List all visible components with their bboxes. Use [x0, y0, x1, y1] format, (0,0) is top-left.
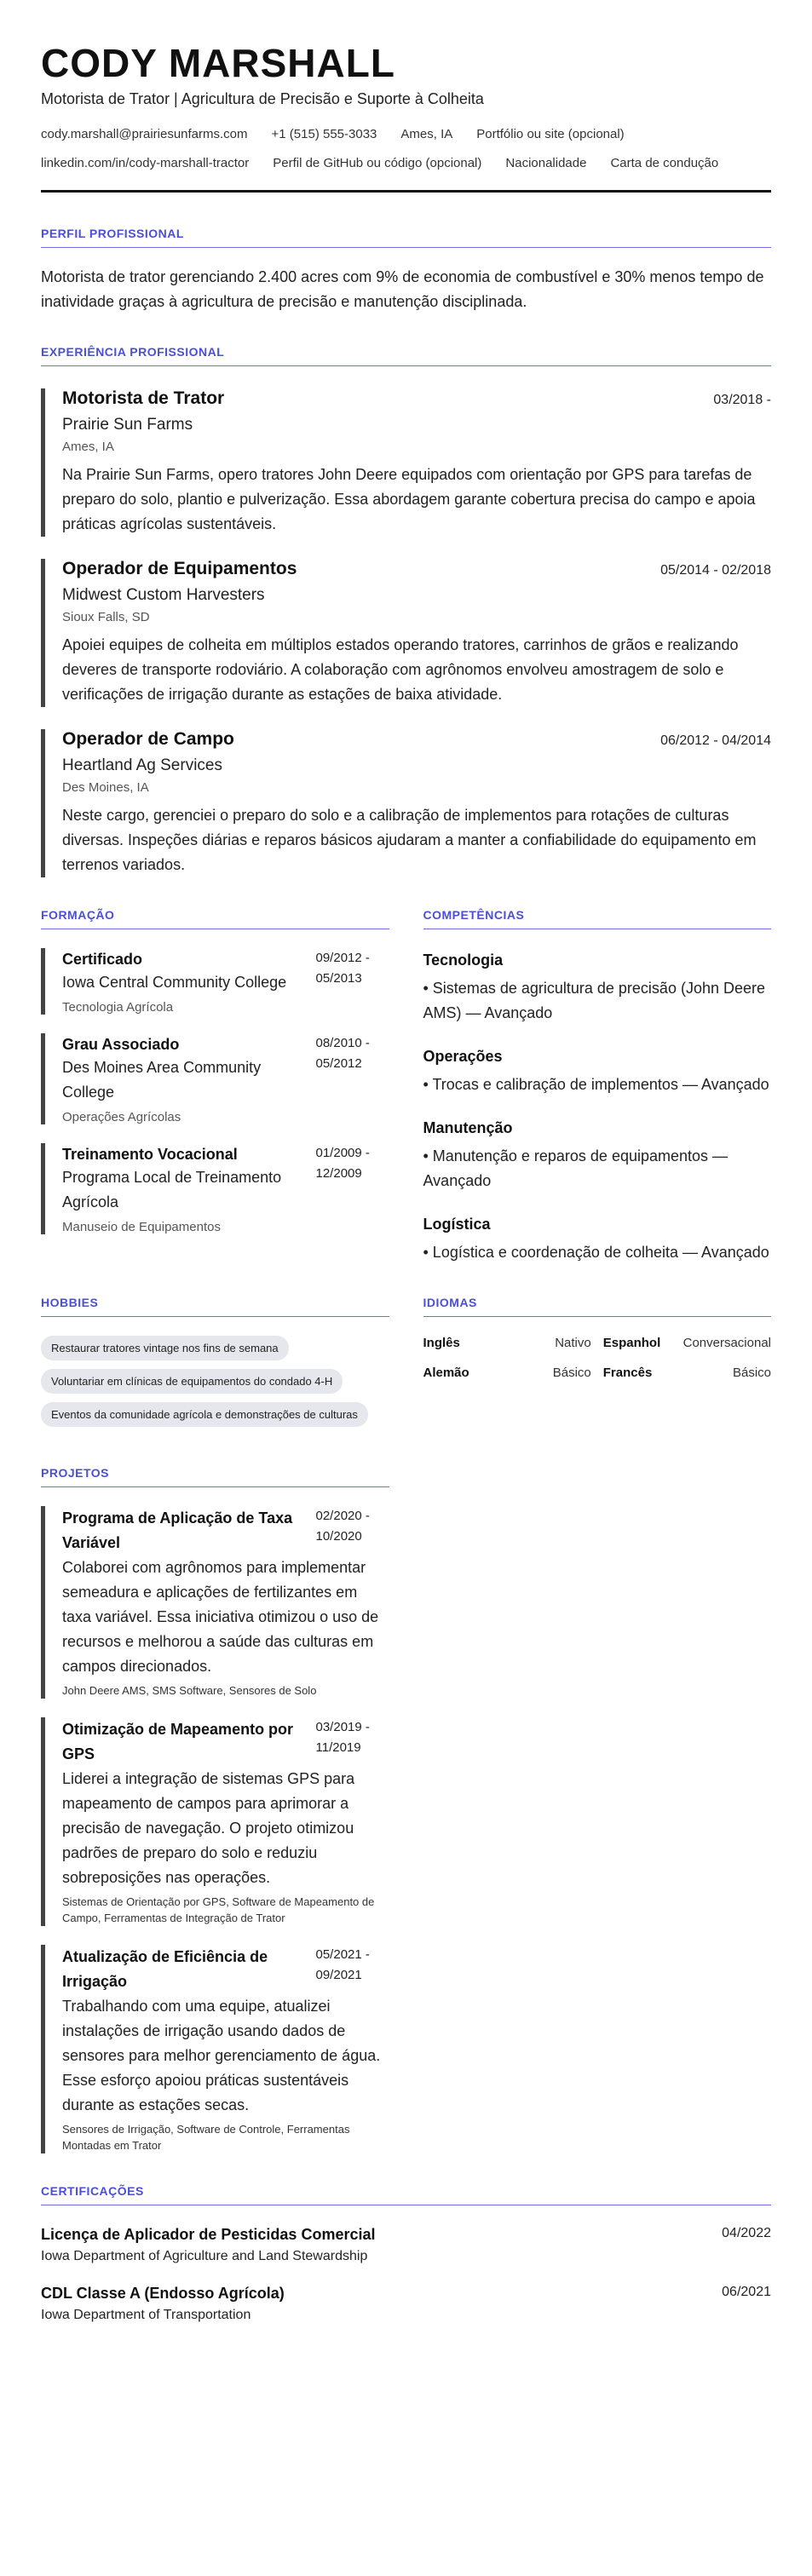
skill-category: Tecnologia: [423, 952, 504, 969]
skill-group: [423, 1216, 772, 1265]
education-date: 08/2010 - 05/2012: [315, 1036, 370, 1071]
section-title-projects: PROJETOS: [41, 1466, 389, 1487]
project-item: [41, 1506, 389, 1699]
education-degree: Grau Associado: [62, 1036, 180, 1053]
skill-group: [423, 1048, 772, 1097]
education-item: [41, 948, 389, 1015]
summary-text: Motorista de trator gerenciando 2.400 acres com 9% de economia de combustível e 30% menos tempo de inatividade graças à agricultura de precisão e manutenção disciplinada.: [41, 268, 764, 310]
certification-issuer: Iowa Department of Agriculture and Land Stewardship: [41, 2249, 368, 2263]
education-field: Tecnologia Agrícola: [62, 1000, 174, 1015]
project-name: Programa de Aplicação de Taxa Variável: [62, 1509, 293, 1551]
job-description: Apoiei equipes de colheita em múltiplos estados operando tratores, carrinhos de grãos e realizando deveres de transporte rodoviário. A colaboração com agrônomos envolveu amostragem de solo e verificações de irrigação durante as estações de baixa atividade.: [62, 636, 739, 703]
skill-category: Operações: [423, 1048, 503, 1065]
section-title-experience: EXPERIÊNCIA PROFISSIONAL: [41, 345, 771, 366]
project-name: Otimização de Mapeamento por GPS: [62, 1721, 294, 1762]
education-school: Programa Local de Treinamento Agrícola: [62, 1169, 282, 1210]
education-field: Manuseio de Equipamentos: [62, 1220, 221, 1234]
project-item: [41, 1945, 389, 2153]
section-title-certifications: CERTIFICAÇÕES: [41, 2184, 771, 2205]
education-school: Des Moines Area Community College: [62, 1059, 262, 1101]
section-title-hobbies: HOBBIES: [41, 1296, 389, 1317]
skill-group: [423, 952, 772, 1026]
certification-name: CDL Classe A (Endosso Agrícola): [41, 2285, 285, 2302]
hobby-tag: Restaurar tratores vintage nos fins de semana: [41, 1336, 289, 1360]
education-degree: Treinamento Vocacional: [62, 1146, 238, 1163]
certification-date: 04/2022: [722, 2226, 771, 2240]
contact-nationality: Nacionalidade: [505, 156, 587, 170]
project-description: Liderei a integração de sistemas GPS para mapeamento de campos para aprimorar a precisão de navegação. O projeto otimizou padrões de preparo do solo e reduziu sobreposições nas operações.: [62, 1770, 355, 1886]
skill-item: • Sistemas de agricultura de precisão (John Deere AMS) — Avançado: [423, 980, 766, 1021]
skills-column: [423, 908, 772, 1265]
contact-email[interactable]: cody.marshall@prairiesunfarms.com: [41, 127, 248, 141]
experience-item: [41, 388, 771, 537]
job-role: Motorista de Trator: [62, 388, 225, 408]
header-divider: [41, 190, 771, 193]
job-role: Operador de Equipamentos: [62, 559, 297, 578]
education-column: [41, 908, 389, 1265]
education-item: [41, 1143, 389, 1234]
section-title-summary: PERFIL PROFISSIONAL: [41, 227, 771, 248]
education-skills-row: [41, 908, 771, 1265]
project-technologies: John Deere AMS, SMS Software, Sensores de Solo: [62, 1684, 317, 1697]
project-date: 02/2020 - 10/2020: [315, 1509, 370, 1544]
job-location: Sioux Falls, SD: [62, 610, 150, 624]
project-date: 03/2019 - 11/2019: [315, 1720, 370, 1755]
candidate-name: CODY MARSHALL: [41, 41, 395, 85]
hobbies-column: [41, 1296, 389, 1435]
contact-location: Ames, IA: [400, 127, 453, 141]
certification-item: [41, 2226, 771, 2264]
project-name: Atualização de Eficiência de Irrigação: [62, 1948, 268, 1990]
certification-date: 06/2021: [722, 2285, 771, 2299]
certification-item: [41, 2285, 771, 2323]
projects-row: [41, 1466, 771, 2153]
job-date: 03/2018 -: [713, 393, 771, 407]
skill-group: [423, 1119, 772, 1193]
skill-item: • Logística e coordenação de colheita — Avançado: [423, 1244, 769, 1261]
candidate-headline: Motorista de Trator | Agricultura de Precisão e Suporte à Colheita: [41, 90, 484, 107]
resume-header: [41, 41, 771, 193]
language-item: [603, 1366, 771, 1380]
language-level: Básico: [552, 1366, 591, 1380]
education-field: Operações Agrícolas: [62, 1110, 181, 1124]
section-title-languages: IDIOMAS: [423, 1296, 772, 1317]
language-name: Francês: [602, 1366, 653, 1380]
job-description: Na Prairie Sun Farms, opero tratores John Deere equipados com orientação por GPS para tarefas de preparo do solo, plantio e pulverização. Essa abordagem garante cobertura precisa do campo e apoia práticas agrícolas sustentáveis.: [62, 466, 756, 532]
language-level: Conversacional: [682, 1336, 771, 1350]
language-level: Básico: [732, 1366, 771, 1380]
language-level: Nativo: [555, 1336, 591, 1350]
experience-item: [41, 729, 771, 877]
contact-github[interactable]: Perfil de GitHub ou código (opcional): [273, 156, 482, 170]
education-date: 09/2012 - 05/2013: [315, 951, 370, 986]
language-item: [603, 1336, 771, 1350]
contact-linkedin[interactable]: linkedin.com/in/cody-marshall-tractor: [41, 156, 250, 170]
skill-category: Manutenção: [423, 1119, 513, 1136]
education-degree: Certificado: [62, 951, 143, 968]
projects-column: [41, 1466, 389, 2153]
skill-item: • Manutenção e reparos de equipamentos — Avançado: [423, 1147, 728, 1189]
job-company: Prairie Sun Farms: [62, 416, 193, 434]
education-date: 01/2009 - 12/2009: [315, 1146, 370, 1181]
hobbies-list: [41, 1336, 389, 1435]
languages-column: [423, 1296, 772, 1435]
contact-license: Carta de condução: [610, 156, 719, 170]
job-company: Heartland Ag Services: [62, 756, 222, 774]
certification-issuer: Iowa Department of Transportation: [41, 2308, 251, 2322]
project-technologies: Sistemas de Orientação por GPS, Software de Mapeamento de Campo, Ferramentas de Integração de Trator: [62, 1895, 375, 1924]
hobbies-languages-row: [41, 1296, 771, 1435]
project-date: 05/2021 - 09/2021: [315, 1947, 370, 1982]
job-role: Operador de Campo: [62, 729, 234, 749]
section-title-skills: COMPETÊNCIAS: [423, 908, 772, 929]
education-school: Iowa Central Community College: [62, 974, 287, 991]
language-item: [423, 1336, 591, 1350]
project-item: [41, 1717, 389, 1926]
project-technologies: Sensores de Irrigação, Software de Controle, Ferramentas Montadas em Trator: [62, 2123, 350, 2152]
projects-empty-column: [423, 1466, 772, 2153]
job-description: Neste cargo, gerenciei o preparo do solo e a calibração de implementos para rotações de culturas diversas. Inspeções diárias e reparos básicos ajudaram a manter a confiabilidade do equipamento em terrenos variados.: [62, 807, 757, 873]
contact-info: [41, 127, 771, 171]
language-name: Alemão: [423, 1366, 469, 1380]
language-name: Inglês: [423, 1336, 460, 1350]
language-name: Espanhol: [602, 1336, 661, 1350]
job-date: 05/2014 - 02/2018: [660, 563, 771, 578]
hobby-tag: Voluntariar em clínicas de equipamentos do condado 4-H: [41, 1369, 343, 1394]
experience-item: [41, 559, 771, 707]
contact-portfolio[interactable]: Portfólio ou site (opcional): [476, 127, 625, 141]
section-title-education: FORMAÇÃO: [41, 908, 389, 929]
skill-category: Logística: [423, 1216, 491, 1233]
language-item: [423, 1366, 591, 1380]
languages-grid: [423, 1336, 772, 1380]
job-location: Des Moines, IA: [62, 780, 149, 795]
contact-phone[interactable]: +1 (515) 555-3033: [271, 127, 377, 141]
job-location: Ames, IA: [62, 440, 114, 454]
job-date: 06/2012 - 04/2014: [660, 733, 771, 748]
project-description: Colaborei com agrônomos para implementar semeadura e aplicações de fertilizantes em taxa variável. Essa iniciativa otimizou o uso de recursos e melhorou a saúde das culturas em campos direcionados.: [62, 1559, 379, 1675]
hobby-tag: Eventos da comunidade agrícola e demonstrações de culturas: [41, 1402, 368, 1427]
education-item: [41, 1033, 389, 1124]
certification-name: Licença de Aplicador de Pesticidas Comercial: [41, 2226, 376, 2243]
skill-item: • Trocas e calibração de implementos — Avançado: [423, 1076, 769, 1093]
project-description: Trabalhando com uma equipe, atualizei instalações de irrigação usando dados de sensores para melhor gerenciamento de água. Esse esforço apoiou práticas sustentáveis durante as estações secas.: [62, 1998, 381, 2113]
job-company: Midwest Custom Harvesters: [62, 586, 265, 604]
